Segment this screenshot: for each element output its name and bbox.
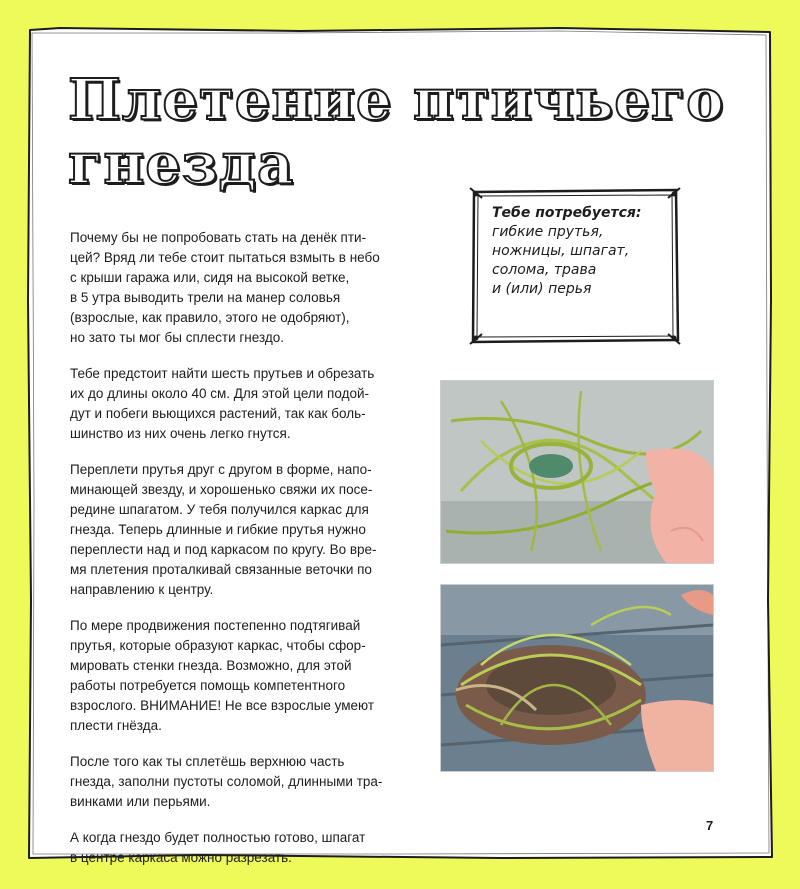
nest-frame-image bbox=[441, 381, 713, 563]
page-number: 7 bbox=[706, 818, 714, 833]
instructions-text bbox=[70, 228, 400, 884]
materials-title: Тебе потребуется: bbox=[492, 205, 642, 221]
photo-nest-frame bbox=[440, 380, 714, 564]
paragraph-fill: После того как ты сплетёшь верхнюю часть гнезда, заполни пустоты соломой, длинными тра- винками или перьями. bbox=[70, 754, 383, 809]
materials-box bbox=[468, 186, 682, 346]
materials-list: гибкие прутья, ножницы, шпагат, солома, трава и (или) перья bbox=[492, 224, 630, 297]
photo-nest-walls bbox=[440, 584, 714, 772]
page-title bbox=[68, 68, 728, 196]
paragraph-intro: Почему бы не попробовать стать на денёк пти- цей? Вряд ли тебе стоит пытаться взмыть в небо с крыши гаража или, сидя на высокой ветке, в 5 утра выводить трели на манер соловья (взрослые, как правило, этого не одобряют), но зато ты мог бы сплести гнездо. bbox=[70, 230, 380, 345]
nest-walls-image bbox=[441, 585, 713, 771]
paragraph-cut-twine: А когда гнездо будет полностью готово, шпагат в центре каркаса можно разрезать. bbox=[70, 830, 366, 865]
paragraph-walls: По мере продвижения постепенно подтягивай прутья, которые образуют каркас, чтобы сфор- мировать стенки гнезда. Возможно, для этой работы потребуется помощь компетентного взрослого. ВНИМАНИЕ! Не все взрослые умеют плести гнёзда. bbox=[70, 618, 375, 733]
paragraph-find-twigs: Тебе предстоит найти шесть прутьев и обрезать их до длины около 40 см. Для этой цели подой- дут и побеги вьющихся растений, так как боль- шинство из них очень легко гнутся. bbox=[70, 366, 375, 441]
title-line-1: Плетение птичьего bbox=[68, 67, 725, 133]
paragraph-weave: Переплети прутья друг с другом в форме, напо- минающей звезду, и хорошенько свяжи их посе- редине шпагатом. У тебя получился каркас для гнезда. Теперь длинные и гибкие прутья нужно переплести над и под каркасом по кругу. Во вре- мя плетения проталкивай связанные веточки по направлению к центру. bbox=[70, 462, 377, 597]
title-line-2: гнезда bbox=[68, 131, 295, 197]
